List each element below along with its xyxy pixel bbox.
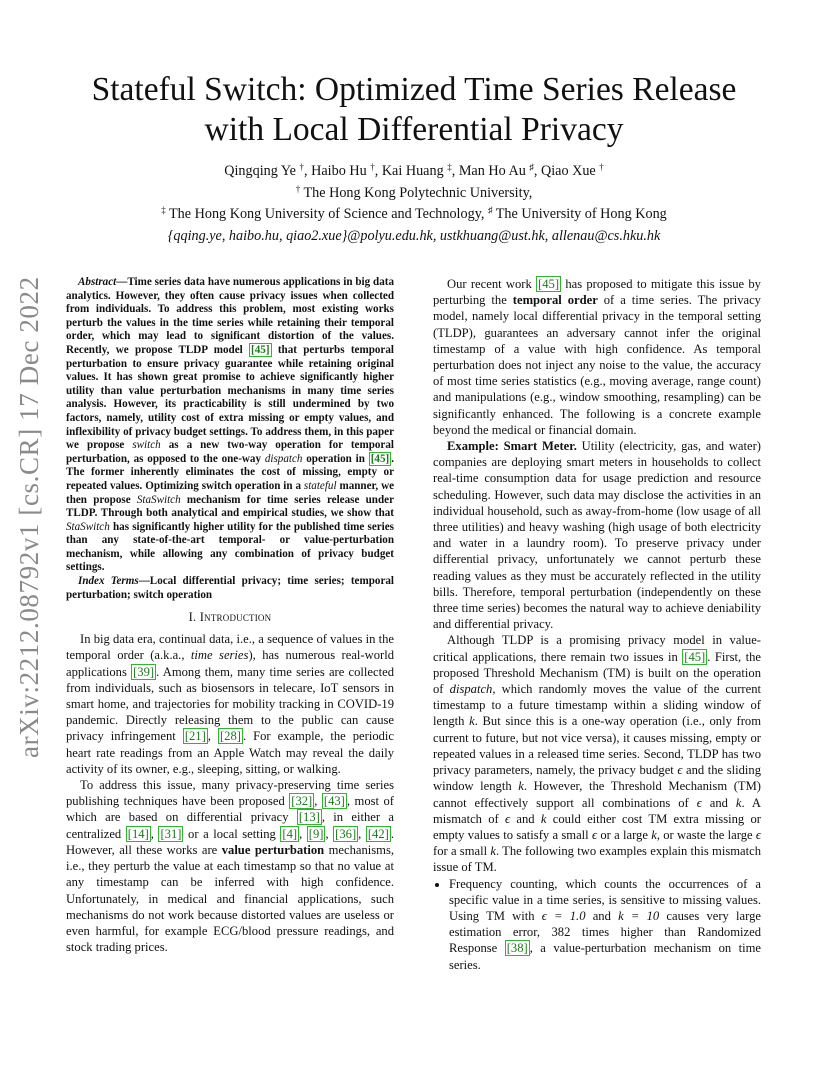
citation-link[interactable]: [45]	[370, 452, 390, 465]
body-text: or a large	[597, 827, 652, 842]
body-text: ,	[314, 794, 322, 809]
section-heading-introduction: I. Introduction	[188, 610, 272, 625]
citation-link[interactable]: [4]	[282, 826, 298, 841]
abstract-text: manner, we then propose	[66, 479, 395, 506]
citation-link[interactable]: [9]	[308, 826, 324, 841]
author-name: Qiao Xue	[540, 163, 596, 179]
body-text: . The following two examples explain this mismatch issue of TM.	[433, 844, 761, 875]
right-paragraph-1	[433, 276, 761, 438]
author-names: Qingqing Ye †, Haibo Hu †, Kai Huang ‡, Man Ho Au ♯, Qiao Xue †	[224, 162, 604, 179]
math-expression: k = 10	[618, 908, 660, 923]
abstract-text: operation in	[302, 452, 369, 465]
affiliation-mark: †	[295, 183, 301, 194]
affiliation-mark: †	[370, 162, 375, 172]
body-text: . However, the Threshold Mechanism (TM) cannot effectively support all combinations of	[433, 779, 762, 810]
body-text: and	[510, 811, 541, 826]
author-name: Haibo Hu	[311, 163, 367, 179]
body-text: . For example, the periodic heart rate readings from an Apple Watch may reveal the daily activity of its owner, e.g., sleeping, sitting, or walking.	[66, 729, 395, 776]
abstract-text: has significantly higher utility for the published time series than any state-of-the-art temporal- or value-perturbation mechanism, while allowing any combination of privacy budget settings.	[66, 520, 394, 574]
body-text: for a small	[433, 844, 491, 859]
body-bold: temporal order	[512, 293, 598, 308]
citation-link[interactable]: [42]	[367, 826, 389, 841]
body-text: ,	[325, 826, 334, 841]
paper-title	[60, 70, 768, 150]
body-text: Although TLDP is a promising privacy model in value-critical applications, there remain two issues in	[433, 633, 761, 664]
body-text: To address this issue, many privacy-preserving time series publishing techniques have been proposed	[66, 778, 394, 809]
abstract-emphasis: StaSwitch	[136, 493, 181, 506]
math-symbol: ϵ	[696, 795, 702, 810]
math-symbol: ϵ	[755, 827, 761, 842]
affiliation-mark: ♯	[487, 205, 493, 215]
affiliation-line-1	[60, 183, 768, 205]
right-paragraph-3	[433, 632, 761, 875]
body-text: . However, all these works are	[66, 826, 394, 857]
body-text: . Among them, many time series are collected from individuals, such as biosensors in telecare, IoT sensors in smart home, and trajectories for mobility tracking in COVID-19 pandemic. Directly releasing them to the public can cause privacy infringement	[66, 664, 394, 744]
body-text: ,	[207, 729, 218, 744]
body-text: ,	[150, 826, 159, 841]
body-text: , or waste the large	[656, 827, 756, 842]
body-text: In big data era, continual data, i.e., a sequence of values in the temporal order (a.k.a.,	[66, 632, 394, 663]
author-emails: {qqing.ye, haibo.hu, qiao2.xue}@polyu.edu.hk, ustkhuang@ust.hk, allenau@cs.hku.hk	[167, 227, 661, 244]
citation-link[interactable]: [14]	[127, 826, 149, 841]
citation-link[interactable]: [28]	[219, 729, 241, 744]
abstract-emphasis: StaSwitch	[66, 520, 110, 533]
intro-paragraph-1	[66, 631, 394, 777]
body-text: or a local setting	[183, 826, 281, 841]
arxiv-identifier-stamp: arXiv:2212.08792v1 [cs.CR] 17 Dec 2022	[14, 276, 44, 758]
citation-link[interactable]: [38]	[506, 941, 528, 956]
body-text: , which randomly moves the value of the current timestamp to a future timestamp within a sliding window of length	[433, 682, 762, 729]
body-text: and	[701, 795, 736, 810]
affiliation-mark: ‡	[447, 162, 452, 172]
right-paragraph-2	[433, 438, 761, 632]
affiliation-hkust: The Hong Kong University of Science and Technology,	[169, 206, 485, 222]
math-symbol: ϵ	[677, 763, 683, 778]
body-text: . A mismatch of	[433, 795, 761, 826]
index-terms	[66, 575, 394, 602]
abstract-emphasis: switch	[132, 439, 161, 452]
affiliation-mark: †	[299, 162, 305, 172]
index-terms-lead: Index Terms	[78, 575, 139, 588]
affiliation-mark: ‡	[161, 205, 166, 215]
math-symbol: k	[735, 795, 742, 810]
body-text: Frequency counting, which counts the occurrences of a specific value in a time series, is sensitive to missing values. Using TM with	[449, 876, 761, 923]
math-symbol: ϵ	[591, 827, 598, 842]
body-emphasis: dispatch	[449, 682, 493, 697]
citation-link[interactable]: [43]	[323, 794, 345, 809]
body-text: ,	[299, 826, 307, 841]
body-text: ), has numerous real-world applications	[66, 648, 394, 679]
body-text: . But since this is a one-way operation (i.e., only from current to future, but not vice versa), it causes missing, empty or repeated values in a released time series. Second, TLDP has two privacy parameters, namely, the privacy budget	[433, 714, 761, 778]
author-name: Qingqing Ye	[224, 163, 296, 179]
affiliation-hku: The University of Hong Kong	[495, 206, 667, 222]
abstract-text: as a new two-way operation for temporal perturbation, as opposed to the one-way	[66, 439, 394, 465]
math-symbol: k	[490, 844, 496, 859]
affiliation-polyu: The Hong Kong Polytechnic University,	[303, 184, 533, 201]
intro-paragraph-2	[66, 777, 394, 955]
body-text: Utility (electricity, gas, and water) companies are deploying smart meters in households to collect real-time consumption data for usage prediction and resource scheduling. However, such data may disclose the activities in an individual household, such as away-from-home (low usage of all three utilities) and heavy washing (high usage of both electricity and water in a laundry room). To preserve privacy under differential privacy, unfortunately we cannot perturb these reading values as they must be accurately reflected in the utility bills. Therefore, temporal perturbation (independently on these three time series) becomes the natural way to achieve deniability and differential privacy.	[433, 439, 762, 632]
affiliation-mark: ♯	[529, 162, 534, 172]
math-symbol: k	[518, 779, 524, 794]
citation-link[interactable]: [45]	[538, 277, 560, 291]
body-text: could either cost TM extra missing or empty values to satisfy a small	[433, 811, 761, 842]
abstract-emphasis: stateful	[303, 479, 337, 492]
body-bold: value perturbation	[221, 842, 325, 857]
affiliation-line-2	[60, 204, 768, 226]
abstract-lead: Abstract	[78, 276, 117, 288]
example-heading: Example: Smart Meter.	[447, 439, 577, 454]
citation-link[interactable]: [32]	[291, 794, 313, 809]
abstract-text: mechanism for time series release under TLDP. Through both analytical and empirical studies, we show that	[66, 493, 394, 520]
math-expression: ϵ = 1.0	[541, 908, 586, 923]
body-text: causes very large estimation error, 382 times higher than Randomized Response	[449, 908, 761, 956]
affiliation-mark: †	[599, 162, 604, 172]
mismatch-examples-list	[433, 876, 761, 973]
math-symbol: k	[651, 827, 657, 842]
body-text: and the sliding window length	[433, 763, 761, 794]
body-text: , a value-perturbation mechanism on time series.	[449, 941, 762, 972]
body-text: Our recent work	[447, 277, 537, 291]
abstract	[66, 276, 394, 575]
title-line-2: with Local Differential Privacy	[204, 111, 624, 148]
author-block	[60, 161, 768, 247]
abstract-text: —Time series data have numerous applications in big data analytics. However, they often cause privacy issues when collected from individuals. To address this problem, most existing works perturb the values in the time series while retaining their temporal order, which may lead to significant distortion of the values. Recently, we propose TLDP model	[66, 276, 394, 356]
body-emphasis: time series	[190, 648, 249, 663]
index-terms-text: —Local differential privacy; time series; temporal perturbation; switch operation	[66, 575, 394, 601]
citation-link[interactable]: [31]	[160, 826, 182, 841]
citation-link[interactable]: [39]	[133, 664, 155, 679]
author-name: Man Ho Au	[458, 163, 526, 179]
citation-link[interactable]: [13]	[298, 810, 320, 825]
body-text: and	[585, 908, 619, 923]
abstract-text: . The former inherently eliminates the cost of missing, empty or repeated values. Optimizing switch operation in a	[66, 452, 394, 492]
body-text: , in either a centralized	[66, 810, 394, 841]
body-text: has proposed to mitigate this issue by perturbing the	[433, 277, 761, 308]
math-symbol: k	[469, 714, 475, 729]
citation-link[interactable]: [21]	[184, 729, 206, 744]
citation-link[interactable]: [36]	[335, 826, 357, 841]
abstract-text: that perturbs temporal perturbation to ensure privacy guarantee while retaining original values. It has shown great promise to achieve significantly higher utility than value perturbation mechanisms in many time series analysis. However, its practicability is still undermined by two factors, namely, utility cost of extra missing or empty values, and inflexibility of privacy budget settings. To address them, in this paper we propose	[66, 343, 394, 452]
body-text: , most of which are based on differential privacy	[66, 794, 395, 825]
math-symbol: k	[540, 811, 547, 826]
body-text: . First, the proposed Threshold Mechanism (TM) is built on the operation of	[433, 649, 761, 697]
body-text: ,	[358, 826, 366, 841]
citation-link[interactable]: [45]	[251, 343, 270, 356]
author-name: Kai Huang	[381, 163, 444, 179]
body-text: mechanisms, i.e., they perturb the value at each timestamp so that no value at any timestamp can be inferred with high confidence. Unfortunately, in medical and financial applications, such mechanisms do not work because distorted values are useless or even harmful, for example ECG/blood pressure readings, and stock trading prices.	[66, 842, 395, 955]
left-column	[66, 276, 394, 955]
title-line-1: Stateful Switch: Optimized Time Series Release	[91, 71, 737, 108]
body-text: of a time series. The privacy model, namely local differential privacy in the temporal setting (TLDP), guarantees an adversary cannot infer the original timestamp of a value with high confidence. As temporal perturbation does not inject any noise to the value, the accuracy of most time series statistics (e.g., moving average, range count) and manipulations (e.g., window smoothing, resampling) can be significantly enhanced. The following is a concrete example beyond the medical or financial domain.	[433, 293, 761, 437]
citation-link[interactable]: [45]	[684, 649, 706, 664]
abstract-emphasis: dispatch	[264, 452, 303, 465]
list-item	[449, 876, 761, 973]
math-symbol: ϵ	[505, 811, 511, 826]
right-column	[433, 276, 761, 973]
